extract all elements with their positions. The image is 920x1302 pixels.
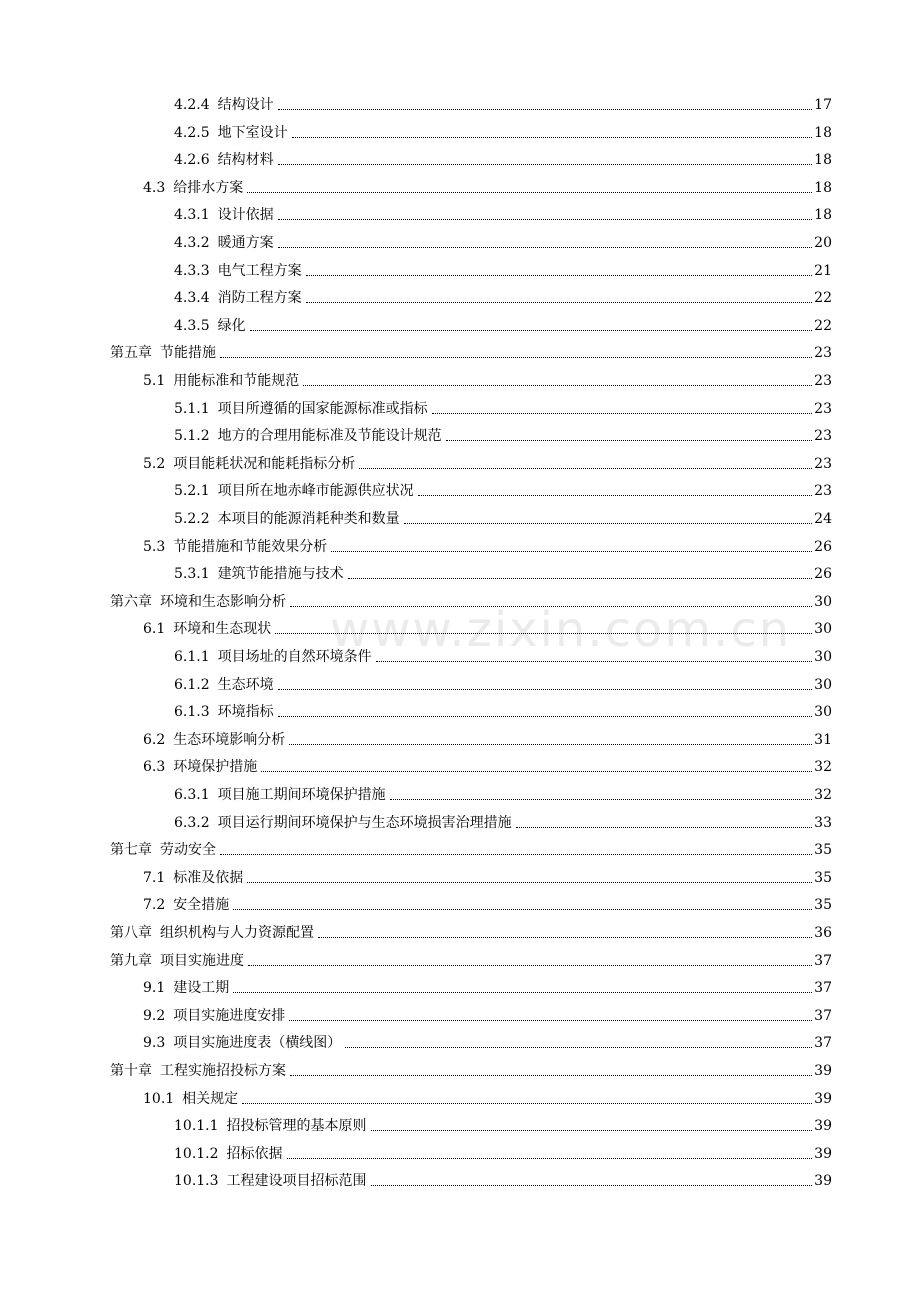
toc-entry-page: 39 [814, 1118, 832, 1135]
toc-entry-label [174, 648, 374, 666]
toc-entry-number: 6.2 [143, 731, 166, 748]
toc-entry-number: 第七章 [110, 842, 152, 859]
toc-entry-label [174, 96, 276, 114]
toc-entry-label [143, 731, 287, 749]
toc-entry-page: 23 [814, 400, 832, 417]
toc-entry-title: 消防工程方案 [217, 290, 302, 307]
toc-dot-leader [233, 991, 812, 993]
toc-dot-leader [289, 1019, 812, 1021]
toc-entry-label [110, 1062, 288, 1080]
toc-entry-label [174, 676, 276, 694]
toc-entry[interactable] [143, 890, 832, 914]
toc-entry-page: 18 [814, 207, 832, 224]
toc-dot-leader [376, 660, 813, 662]
toc-entry-page: 32 [814, 759, 832, 776]
toc-entry-number: 第十章 [110, 1063, 152, 1079]
toc-entry-title: 生态环境影响分析 [173, 731, 286, 748]
toc-entry-page: 18 [814, 179, 832, 196]
toc-entry-number: 第六章 [110, 593, 152, 610]
toc-entry-page: 30 [814, 649, 832, 665]
toc-entry-page: 35 [814, 869, 832, 886]
toc-entry-number: 4.3.2 [174, 235, 210, 251]
toc-dot-leader [348, 577, 813, 579]
toc-entry[interactable] [174, 90, 832, 114]
toc-entry-number: 5.1.1 [174, 400, 210, 417]
toc-entry-title: 环境和生态影响分析 [160, 593, 286, 610]
toc-dot-leader [278, 163, 813, 165]
toc-entry-number: 9.1 [143, 980, 166, 997]
toc-entry-title: 绿化 [217, 317, 246, 334]
toc-entry[interactable] [174, 394, 832, 418]
toc-entry-number: 6.1.1 [174, 649, 210, 665]
toc-entry[interactable] [174, 808, 832, 832]
toc-entry[interactable] [110, 338, 832, 362]
toc-dot-leader [250, 329, 813, 331]
toc-entry-title: 节能措施 [160, 345, 216, 362]
toc-entry-label [174, 400, 430, 418]
toc-entry-title: 环境指标 [217, 704, 274, 721]
toc-entry-page: 17 [814, 97, 832, 113]
toc-entry-label [143, 979, 231, 997]
toc-entry-number: 4.3.4 [174, 290, 210, 307]
toc-entry[interactable] [110, 1056, 832, 1080]
toc-entry-number: 4.3 [143, 179, 166, 196]
toc-entry-number: 5.1 [143, 373, 166, 389]
toc-entry-title: 标准及依据 [173, 869, 244, 886]
toc-entry-number: 6.1 [143, 621, 166, 638]
toc-dot-leader [248, 964, 812, 966]
toc-entry-number: 7.1 [143, 869, 166, 886]
toc-entry-page: 18 [814, 152, 832, 169]
toc-entry-page: 35 [814, 897, 832, 914]
toc-dot-leader [290, 605, 812, 607]
toc-entry-title: 项目能耗状况和能耗指标分析 [173, 455, 356, 472]
toc-entry-number: 10.1.2 [174, 1145, 219, 1162]
toc-entry-label [174, 814, 514, 832]
toc-entry-title: 本项目的能源消耗种类和数量 [217, 511, 400, 527]
toc-entry-page: 35 [814, 842, 832, 859]
toc-entry-number: 9.3 [143, 1035, 166, 1052]
toc-entry-title: 环境保护措施 [173, 759, 258, 776]
toc-entry-title: 工程建设项目招标范围 [226, 1173, 367, 1190]
toc-entry-page: 23 [814, 345, 832, 362]
watermark: www.zixin.com.cn [330, 602, 792, 658]
toc-entry-label [143, 869, 245, 887]
toc-entry-number: 7.2 [143, 897, 166, 914]
toc-entry-title: 结构材料 [217, 152, 274, 169]
toc-entry-page: 22 [814, 290, 832, 307]
toc-entry-label [143, 1034, 343, 1052]
toc-dot-leader [247, 191, 812, 193]
toc-entry-title: 安全措施 [173, 897, 230, 914]
toc-entry-number: 4.2.6 [174, 152, 210, 169]
toc-entry[interactable] [143, 366, 832, 390]
toc-dot-leader [359, 467, 812, 469]
toc-entry-label [143, 1090, 240, 1108]
toc-entry-title: 节能措施和节能效果分析 [173, 538, 328, 555]
toc-entry-number: 第五章 [110, 345, 152, 362]
toc-entry-label [110, 841, 218, 859]
toc-dot-leader [278, 218, 813, 220]
toc-dot-leader [290, 1074, 812, 1076]
toc-entry[interactable] [174, 145, 832, 169]
toc-entry-label [143, 372, 301, 390]
toc-entry-label [143, 896, 231, 914]
toc-entry[interactable] [174, 670, 832, 694]
toc-entry-title: 劳动安全 [160, 842, 216, 859]
toc-entry[interactable] [143, 1084, 832, 1108]
toc-entry-label [110, 924, 316, 942]
toc-entry-label [143, 538, 329, 556]
toc-entry-number: 4.2.5 [174, 124, 210, 141]
toc-entry-title: 建筑节能措施与技术 [217, 566, 344, 583]
toc-entry-title: 项目所遵循的国家能源标准或指标 [217, 400, 428, 417]
toc-entry-label [174, 1172, 369, 1190]
toc-entry-title: 项目实施进度安排 [173, 1007, 286, 1024]
toc-entry-page: 30 [814, 621, 832, 638]
toc-entry-title: 建设工期 [173, 980, 230, 997]
toc-entry-label [174, 786, 388, 804]
toc-entry-title: 电气工程方案 [217, 262, 302, 279]
toc-entry[interactable] [174, 504, 832, 528]
toc-entry[interactable] [174, 256, 832, 280]
toc-dot-leader [516, 826, 813, 828]
toc-entry-title: 用能标准和节能规范 [173, 373, 300, 389]
toc-entry[interactable] [143, 1001, 832, 1025]
toc-entry-number: 6.3.1 [174, 787, 210, 803]
toc-entry-page: 23 [814, 428, 832, 445]
toc-dot-leader [446, 439, 813, 441]
toc-entry-page: 36 [814, 925, 832, 941]
toc-entry-number: 第九章 [110, 952, 152, 969]
toc-entry-page: 24 [814, 511, 832, 527]
toc-entry-label [174, 427, 444, 445]
toc-dot-leader [247, 881, 812, 883]
toc-entry-number: 6.1.2 [174, 676, 210, 693]
toc-entry-title: 暖通方案 [217, 235, 274, 251]
toc-dot-leader [278, 715, 813, 717]
toc-entry[interactable] [174, 311, 832, 335]
toc-entry-page: 39 [814, 1173, 832, 1190]
toc-entry-title: 项目所在地赤峰市能源供应状况 [217, 483, 414, 500]
toc-dot-leader [404, 522, 813, 524]
toc-entry-page: 20 [814, 235, 832, 251]
toc-dot-leader [306, 274, 813, 276]
toc-entry-page: 30 [814, 704, 832, 721]
toc-entry-number: 10.1.3 [174, 1173, 219, 1190]
toc-entry-page: 23 [814, 455, 832, 472]
toc-entry-number: 10.1 [143, 1090, 175, 1107]
toc-entry-title: 相关规定 [182, 1090, 239, 1107]
toc-entry-title: 地下室设计 [217, 124, 288, 141]
toc-entry-page: 39 [814, 1063, 832, 1079]
toc-entry-number: 4.2.4 [174, 97, 210, 113]
toc-entry[interactable] [110, 918, 832, 942]
toc-dot-leader [331, 550, 812, 552]
toc-dot-leader [418, 494, 813, 496]
toc-entry-page: 26 [814, 566, 832, 583]
toc-entry-title: 项目实施进度 [160, 952, 244, 969]
toc-entry[interactable] [174, 697, 832, 721]
toc-entry-label [143, 1007, 287, 1025]
toc-entry[interactable] [174, 780, 832, 804]
toc-entry-title: 环境和生态现状 [173, 621, 272, 638]
toc-entry-label [143, 620, 273, 638]
toc-entry[interactable] [143, 449, 832, 473]
toc-entry[interactable] [143, 173, 832, 197]
toc-entry-page: 37 [814, 1035, 832, 1052]
toc-entry[interactable] [174, 118, 832, 142]
toc-entry-number: 6.1.3 [174, 704, 210, 721]
toc-entry[interactable] [143, 532, 832, 556]
toc-dot-leader [390, 798, 813, 800]
toc-entry-label [143, 758, 259, 776]
toc-entry-label [174, 1145, 285, 1163]
toc-entry[interactable] [110, 587, 832, 611]
toc-dot-leader [261, 770, 812, 772]
toc-entry-number: 6.3 [143, 759, 166, 776]
toc-dot-leader [371, 1129, 813, 1131]
toc-dot-leader [278, 108, 813, 110]
toc-entry-page: 32 [814, 787, 832, 803]
toc-entry[interactable] [110, 946, 832, 970]
toc-entry-label [174, 289, 304, 307]
toc-entry[interactable] [174, 283, 832, 307]
toc-entry-number: 5.2.1 [174, 483, 210, 500]
toc-entry-label [174, 703, 276, 721]
toc-entry-title: 工程实施招投标方案 [160, 1063, 286, 1079]
toc-dot-leader [278, 688, 813, 690]
toc-entry[interactable] [174, 1111, 832, 1135]
toc-entry-page: 26 [814, 538, 832, 555]
toc-entry[interactable] [143, 1028, 832, 1052]
toc-dot-leader [289, 743, 812, 745]
toc-entry-title: 项目施工期间环境保护措施 [217, 787, 386, 803]
toc-entry-number: 5.3.1 [174, 566, 210, 583]
toc-entry-title: 生态环境 [217, 676, 274, 693]
toc-entry-page: 23 [814, 373, 832, 389]
toc-entry[interactable] [174, 1166, 832, 1190]
toc-entry-label [174, 482, 416, 500]
toc-entry[interactable] [174, 559, 832, 583]
toc-entry[interactable] [143, 614, 832, 638]
toc-entry-page: 18 [814, 124, 832, 141]
toc-entry-label [110, 344, 218, 362]
toc-entry-title: 地方的合理用能标准及节能设计规范 [217, 428, 442, 445]
toc-entry-title: 招投标管理的基本原则 [226, 1118, 367, 1135]
toc-entry-number: 5.2.2 [174, 511, 210, 527]
toc-entry-number: 5.1.2 [174, 428, 210, 445]
toc-entry[interactable] [110, 835, 832, 859]
toc-dot-leader [303, 384, 812, 386]
toc-entry-page: 37 [814, 1007, 832, 1024]
toc-entry[interactable] [174, 228, 832, 252]
toc-entry[interactable] [143, 725, 832, 749]
toc-dot-leader [233, 908, 812, 910]
toc-entry-page: 30 [814, 593, 832, 610]
toc-entry[interactable] [174, 642, 832, 666]
toc-dot-leader [292, 136, 813, 138]
toc-dot-leader [220, 853, 812, 855]
toc-entry[interactable] [143, 973, 832, 997]
toc-entry-title: 结构设计 [217, 97, 274, 113]
toc-dot-leader [242, 1102, 812, 1104]
toc-entry-title: 招标依据 [226, 1145, 283, 1162]
toc-entry-title: 给排水方案 [173, 179, 244, 196]
toc-entry-label [174, 151, 276, 169]
toc-dot-leader [278, 246, 813, 248]
toc-entry-label [110, 952, 246, 970]
toc-entry-label [110, 593, 288, 611]
toc-entry-label [174, 1117, 369, 1135]
toc-entry[interactable] [143, 863, 832, 887]
toc-entry-label [174, 565, 346, 583]
toc-entry-title: 项目实施进度表（横线图） [173, 1035, 342, 1052]
toc-entry-page: 21 [814, 262, 832, 279]
toc-dot-leader [287, 1157, 813, 1159]
toc-entry-page: 33 [814, 814, 832, 831]
toc-entry-number: 6.3.2 [174, 814, 210, 831]
toc-dot-leader [220, 356, 812, 358]
toc-entry-label [174, 234, 276, 252]
toc-entry[interactable] [174, 421, 832, 445]
toc-entry-title: 设计依据 [217, 207, 274, 224]
toc-dot-leader [345, 1046, 812, 1048]
toc-entry-title: 项目场址的自然环境条件 [217, 649, 372, 665]
toc-entry-page: 23 [814, 483, 832, 500]
toc-entry-page: 37 [814, 952, 832, 969]
toc-entry-number: 4.3.3 [174, 262, 210, 279]
toc-entry-page: 31 [814, 731, 832, 748]
toc-entry-label [174, 510, 402, 528]
toc-entry-number: 5.2 [143, 455, 166, 472]
toc-entry-number: 第八章 [110, 925, 152, 941]
toc-entry-label [174, 206, 276, 224]
toc-entry-label [143, 455, 357, 473]
toc-entry-number: 5.3 [143, 538, 166, 555]
toc-dot-leader [432, 412, 813, 414]
toc-entry-label [174, 317, 248, 335]
toc-entry-title: 项目运行期间环境保护与生态环境损害治理措施 [217, 814, 512, 831]
toc-entry[interactable] [174, 1139, 832, 1163]
toc-dot-leader [275, 632, 812, 634]
toc-entry-page: 37 [814, 980, 832, 997]
toc-entry-number: 9.2 [143, 1007, 166, 1024]
toc-entry-label [174, 262, 304, 280]
toc-entry-page: 30 [814, 676, 832, 693]
toc-entry-page: 22 [814, 317, 832, 334]
toc-dot-leader [318, 936, 812, 938]
toc-entry[interactable] [143, 752, 832, 776]
toc-entry-number: 4.3.1 [174, 207, 210, 224]
toc-dot-leader [306, 301, 813, 303]
toc-entry-title: 组织机构与人力资源配置 [160, 925, 314, 941]
toc-entry-page: 39 [814, 1145, 832, 1162]
toc-entry-label [174, 124, 290, 142]
toc-entry[interactable] [174, 476, 832, 500]
toc-entry-label [143, 179, 245, 197]
toc-entry-number: 10.1.1 [174, 1118, 219, 1135]
toc-entry[interactable] [174, 200, 832, 224]
toc-dot-leader [371, 1184, 813, 1186]
toc-entry-number: 4.3.5 [174, 317, 210, 334]
toc-entry-page: 39 [814, 1090, 832, 1107]
